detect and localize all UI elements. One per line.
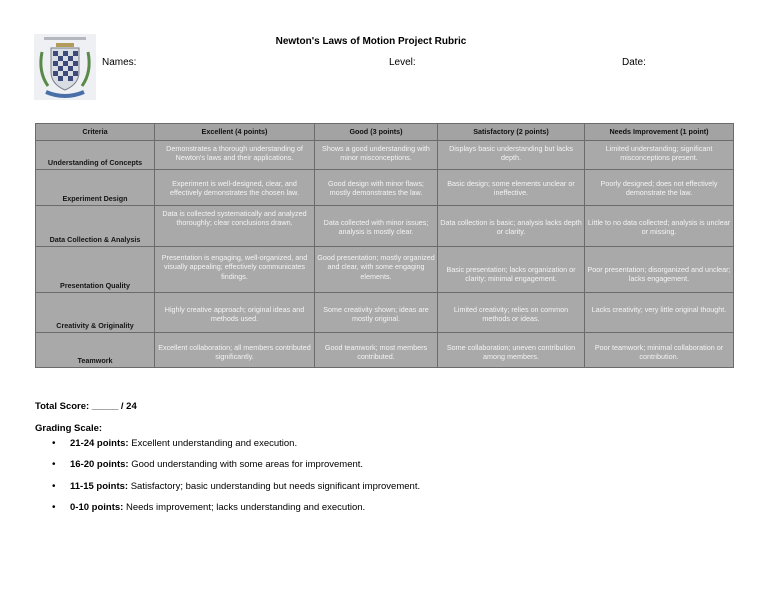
list-item: [35, 481, 420, 502]
table-cell: Displays basic understanding but lacks depth.: [438, 141, 585, 170]
table-cell: Poor presentation; disorganized and unclear; lacks engagement.: [585, 247, 734, 293]
table-cell: Demonstrates a thorough understanding of Newton's laws and their applications.: [155, 141, 315, 170]
level-label: Level:: [389, 57, 416, 68]
table-cell: Lacks creativity; very little original thought.: [585, 293, 734, 333]
table-cell: Basic presentation; lacks organization or clarity; minimal engagement.: [438, 247, 585, 293]
table-cell: Poorly designed; does not effectively demonstrate the law.: [585, 170, 734, 206]
scale-description: Satisfactory; basic understanding but needs significant improvement.: [130, 480, 421, 492]
total-score-blank: _____: [91, 401, 119, 412]
table-cell: Good teamwork; most members contributed.: [315, 333, 438, 368]
date-label: Date:: [622, 57, 646, 68]
table-cell: Basic design; some elements unclear or ineffective.: [438, 170, 585, 206]
table-cell: Experiment is well-designed, clear, and effectively demonstrates the chosen law.: [155, 170, 315, 206]
grading-scale-heading: Grading Scale:: [35, 423, 103, 434]
scale-range: 21-24 points:: [70, 438, 129, 449]
criteria-cell: Data Collection & Analysis: [36, 206, 155, 247]
table-row: [36, 293, 734, 333]
scale-description: Good understanding with some areas for improvement.: [131, 459, 364, 471]
criteria-cell: Experiment Design: [36, 170, 155, 206]
table-cell: Little to no data collected; analysis is unclear or missing.: [585, 206, 734, 247]
table-cell: Shows a good understanding with minor misconceptions.: [315, 141, 438, 170]
column-header: Excellent (4 points): [155, 124, 315, 141]
table-cell: Good design with minor flaws; mostly demonstrates the law.: [315, 170, 438, 206]
table-cell: Poor teamwork; minimal collaboration or contribution.: [585, 333, 734, 368]
column-header: Needs Improvement (1 point): [585, 124, 734, 141]
total-score: [35, 401, 137, 412]
scale-range: 0-10 points:: [70, 501, 124, 513]
total-score-max: / 24: [120, 401, 137, 412]
criteria-cell: Creativity & Originality: [36, 293, 155, 333]
bullet-icon: •: [52, 480, 56, 492]
table-row: [36, 141, 734, 170]
bullet-icon: •: [52, 459, 56, 471]
table-row: [36, 247, 734, 293]
table-cell: Data collected with minor issues; analysis is mostly clear.: [315, 206, 438, 247]
scale-range: 11-15 points:: [70, 480, 129, 492]
table-cell: Limited understanding; significant misconceptions present.: [585, 141, 734, 170]
table-cell: Excellent collaboration; all members contributed significantly.: [155, 333, 315, 368]
bullet-icon: •: [52, 501, 56, 513]
column-header: Satisfactory (2 points): [438, 124, 585, 141]
list-item: [35, 459, 420, 480]
column-header: Criteria: [36, 124, 155, 141]
table-cell: Some creativity shown; ideas are mostly original.: [315, 293, 438, 333]
table-row: [36, 206, 734, 247]
grading-scale-list: [35, 438, 420, 523]
bullet-icon: •: [52, 438, 56, 449]
table-cell: Presentation is engaging, well-organized, and visually appealing; effectively communicates findings.: [155, 247, 315, 293]
criteria-cell: Presentation Quality: [36, 247, 155, 293]
scale-description: Excellent understanding and execution.: [131, 438, 298, 449]
criteria-cell: Understanding of Concepts: [36, 141, 155, 170]
scale-description: Needs improvement; lacks understanding and execution.: [125, 501, 366, 513]
total-score-label: Total Score:: [35, 401, 90, 412]
table-cell: Highly creative approach; original ideas and methods used.: [155, 293, 315, 333]
page-title: Newton's Laws of Motion Project Rubric: [275, 36, 467, 47]
table-cell: Limited creativity; relies on common methods or ideas.: [438, 293, 585, 333]
scale-range: 16-20 points:: [70, 459, 129, 471]
rubric-table: [35, 123, 734, 368]
table-cell: Some collaboration; uneven contribution among members.: [438, 333, 585, 368]
header-row: [36, 124, 734, 141]
names-label: Names:: [102, 57, 137, 68]
table-cell: Good presentation; mostly organized and clear, with some engaging elements.: [315, 247, 438, 293]
list-item: [35, 438, 420, 459]
list-item: [35, 502, 420, 523]
column-header: Good (3 points): [315, 124, 438, 141]
criteria-cell: Teamwork: [36, 333, 155, 368]
table-row: [36, 170, 734, 206]
table-cell: Data is collected systematically and analyzed thoroughly; clear conclusions drawn.: [155, 206, 315, 247]
table-cell: Data collection is basic; analysis lacks depth or clarity.: [438, 206, 585, 247]
table-row: [36, 333, 734, 368]
